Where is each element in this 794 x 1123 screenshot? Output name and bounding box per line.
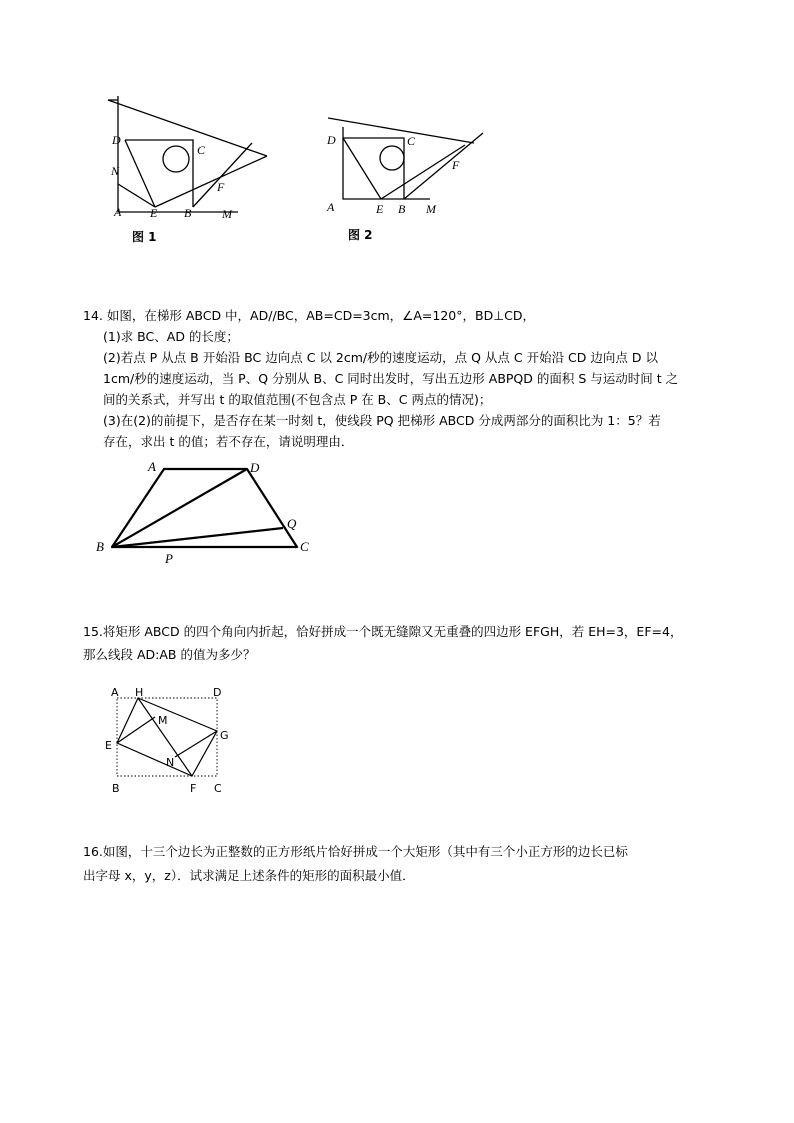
q14-label-q: Q [287,516,297,531]
fig2-label-c: C [407,134,416,148]
fig1-label-n: N [111,164,120,178]
q15-label-b: B [112,782,120,795]
q14-line-7: 存在，求出 t 的值；若不存在，请说明理由． [103,434,354,449]
q14-line-4: 1cm/秒的速度运动，当 P、Q 分别从 B、C 同时出发时，写出五边形 ABPQD 的面积 S 与运动时间 t 之 [103,371,679,386]
q16-line-2: 出字母 x，y，z）．试求满足上述条件的矩形的面积最小值． [83,868,415,883]
trapezoid-figure [88,455,318,570]
q14-label-b: B [96,539,104,554]
q16-line-1: 16.如图，十三个边长为正整数的正方形纸片恰好拼成一个大矩形（其中有三个小正方形的边长已标 [83,844,628,859]
trapezoid-drawing [88,455,318,570]
q15-label-f: F [190,782,197,795]
q15-label-n: N [166,756,175,769]
q15-label-d: D [213,686,222,699]
figure-2-caption: 图 2 [348,228,373,242]
q15-label-c: C [214,782,222,795]
fig1-label-d: D [112,133,121,147]
figure-1-caption: 图 1 [132,230,157,244]
fig2-label-m: M [426,202,436,216]
q14-label-c: C [300,539,309,554]
fig1-label-e: E [150,206,158,220]
q15-label-e: E [105,739,112,752]
fig1-label-m: M [222,207,232,221]
q14-line-1: 14. 如图，在梯形 ABCD 中，AD//BC，AB=CD=3cm，∠A=120°，BD⊥CD， [83,308,535,323]
q14-label-d: D [250,460,260,475]
q15-line-2: 那么线段 AD:AB 的值为多少？ [83,647,256,662]
rectangle-fold-figure [104,682,240,800]
fig1-label-b: B [184,206,192,220]
q15-label-h: H [135,686,144,699]
fig1-label-c: C [197,143,206,157]
q15-label-m: M [158,714,168,727]
q14-line-2: (1)求 BC、AD 的长度； [103,329,239,344]
fig2-label-e: E [376,202,384,216]
q14-line-6: (3)在(2)的前提下，是否存在某一时刻 t，使线段 PQ 把梯形 ABCD 分成两部分的面积比为 1：5？若 [103,413,661,428]
fig2-label-f: F [452,158,460,172]
figure-2 [320,108,490,218]
figure-1 [96,92,276,242]
q15-label-a: A [111,686,119,699]
q14-label-a: A [148,459,156,474]
fig2-label-d: D [327,133,336,147]
fig1-label-f: F [217,180,225,194]
q15-label-g: G [220,729,229,742]
q14-line-5: 间的关系式，并写出 t 的取值范围(不包含点 P 在 B、C 两点的情况)； [103,392,492,407]
fig2-label-b: B [398,202,406,216]
q14-line-3: (2)若点 P 从点 B 开始沿 BC 边向点 C 以 2cm/秒的速度运动，点 Q 从点 C 开始沿 CD 边向点 D 以 [103,350,658,365]
fig2-label-a: A [327,200,335,214]
q14-label-p: P [165,551,173,566]
fig1-label-a: A [114,205,122,219]
q15-line-1: 15.将矩形 ABCD 的四个角向内折起，恰好拼成一个既无缝隙又无重叠的四边形 EFGH，若 EH=3，EF=4， [83,624,683,639]
